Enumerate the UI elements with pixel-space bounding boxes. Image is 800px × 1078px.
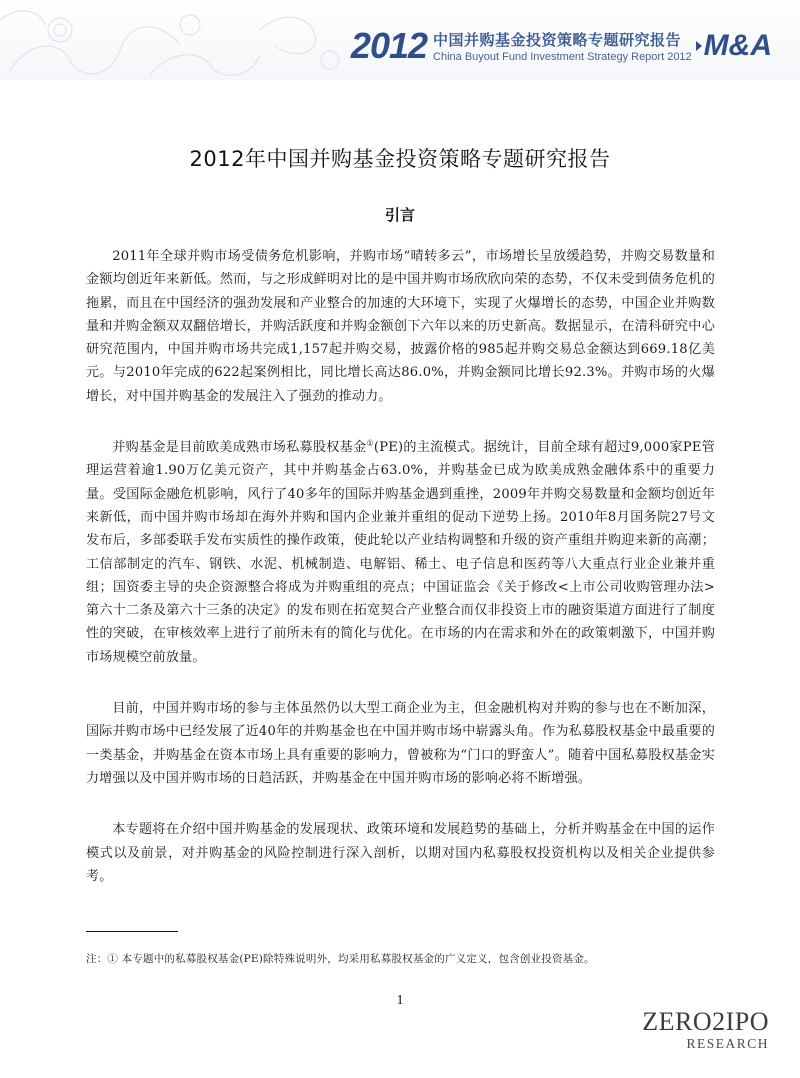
paragraph-2-part-1: 并购基金是目前欧美成熟市场私募股权基金 [112,440,367,456]
footnote: 注：① 本专题中的私募股权基金(PE)除特殊说明外，均采用私募股权基金的广义定义，包含创业投资基金。 [86,953,595,965]
paragraph-4: 本专题将在介绍中国并购基金的发展现状、政策环境和发展趋势的基础上，分析并购基金在中国的运作模式以及前景，对并购基金的风险控制进行深入剖析，以期对国内私募股权投资机构以及相关企业提供参考。 [86,822,715,884]
header-logo-title-cn: 中国并购基金投资策略专题研究报告 [433,31,682,49]
header-logo-year: 2012 [350,25,428,66]
arrow-icon [696,41,702,51]
document-title: 2012年中国并购基金投资策略专题研究报告 [189,147,611,171]
paragraph-2-part-2: (PE)的主流模式。据统计，目前全球有超过9,000家PE管理运营着逾1.90万亿美元资产，其中并购基金占63.0%，并购基金已成为欧美成熟金融体系中的重要力量。受国际金融危机影响，风行了40多年的国际并购基金遇到重挫，2009年并购交易数量和金额均创近年来新低，而中国并购市场却在海外并购和国内企业兼并重组的促动下逆势上扬。2010年8月国务院27号文发布后，多部委联手发布实质性的操作政策，使此轮以产业结构调整和升级的资产重组并购迎来新的高潮；工信部制定的汽车、钢铁、水泥、机械制造、电解铝、稀土、电子信息和医药等八大重点行业企业兼并重组；国资委主导的央企资源整合将成为并购重组的亮点；中国证监会《关于修改<上市公司收购管理办法>第六十二条及第六十三条的决定》的发布则在拓宽契合产业整合而仅非投资上市的融资渠道方面进行了制度性的突破，在审核效率上进行了前所未有的简化与优化。在市场的内在需求和外在的政策刺激下，中国并购市场规模空前放量。 [86,440,715,665]
footnote-divider [86,931,178,932]
paragraph-3: 目前，中国并购市场的参与主体虽然仍以大型工商企业为主，但金融机构对并购的参与也在不断加深，国际并购市场中已经发展了近40年的并购基金也在中国并购市场中崭露头角。作为私募股权基金中最重要的一类基金，并购基金在资本市场上具有重要的影响力，曾被称为“门口的野蛮人”。随着中国私募股权基金实力增强以及中国并购市场的日趋活跃，并购基金在中国并购市场的影响必将不断增强。 [86,701,715,786]
section-heading: 引言 [384,206,415,224]
report-header-logo [351,22,772,70]
paragraph-1: 2011年全球并购市场受债务危机影响，并购市场“晴转多云”，市场增长呈放缓趋势，并购交易数量和金额均创近年来新低。然而，与之形成鲜明对比的是中国并购市场欣欣向荣的态势，不仅未受到债务危机的拖累，而且在中国经济的强劲发展和产业整合的加速的大环境下，实现了火爆增长的态势，中国企业并购数量和并购金额双双翻倍增长，并购活跃度和并购金额创下六年以来的历史新高。数据显示，在清科研究中心研究范围内，中国并购市场共完成1,157起并购交易，披露价格的985起并购交易总金额达到669.18亿美元。与2010年完成的622起案例相比，同比增长高达86.0%，并购金额同比增长92.3%。并购市场的火爆增长，对中国并购基金的发展注入了强劲的推动力。 [86,249,715,404]
page-number: 1 [396,993,404,1008]
footnote-marker: ① [366,438,374,448]
header-logo-mna: M&A [703,29,772,62]
paragraph-2 [86,436,715,669]
header-logo-title-en: China Buyout Fund Investment Strategy Report 2012 [433,51,692,63]
document-body [86,245,715,916]
footer-logo-name: ZERO2IPO [642,1007,769,1036]
header-band [0,0,800,80]
footer-logo-sub: RESEARCH [686,1036,769,1051]
zero2ipo-research-logo [642,1008,769,1052]
